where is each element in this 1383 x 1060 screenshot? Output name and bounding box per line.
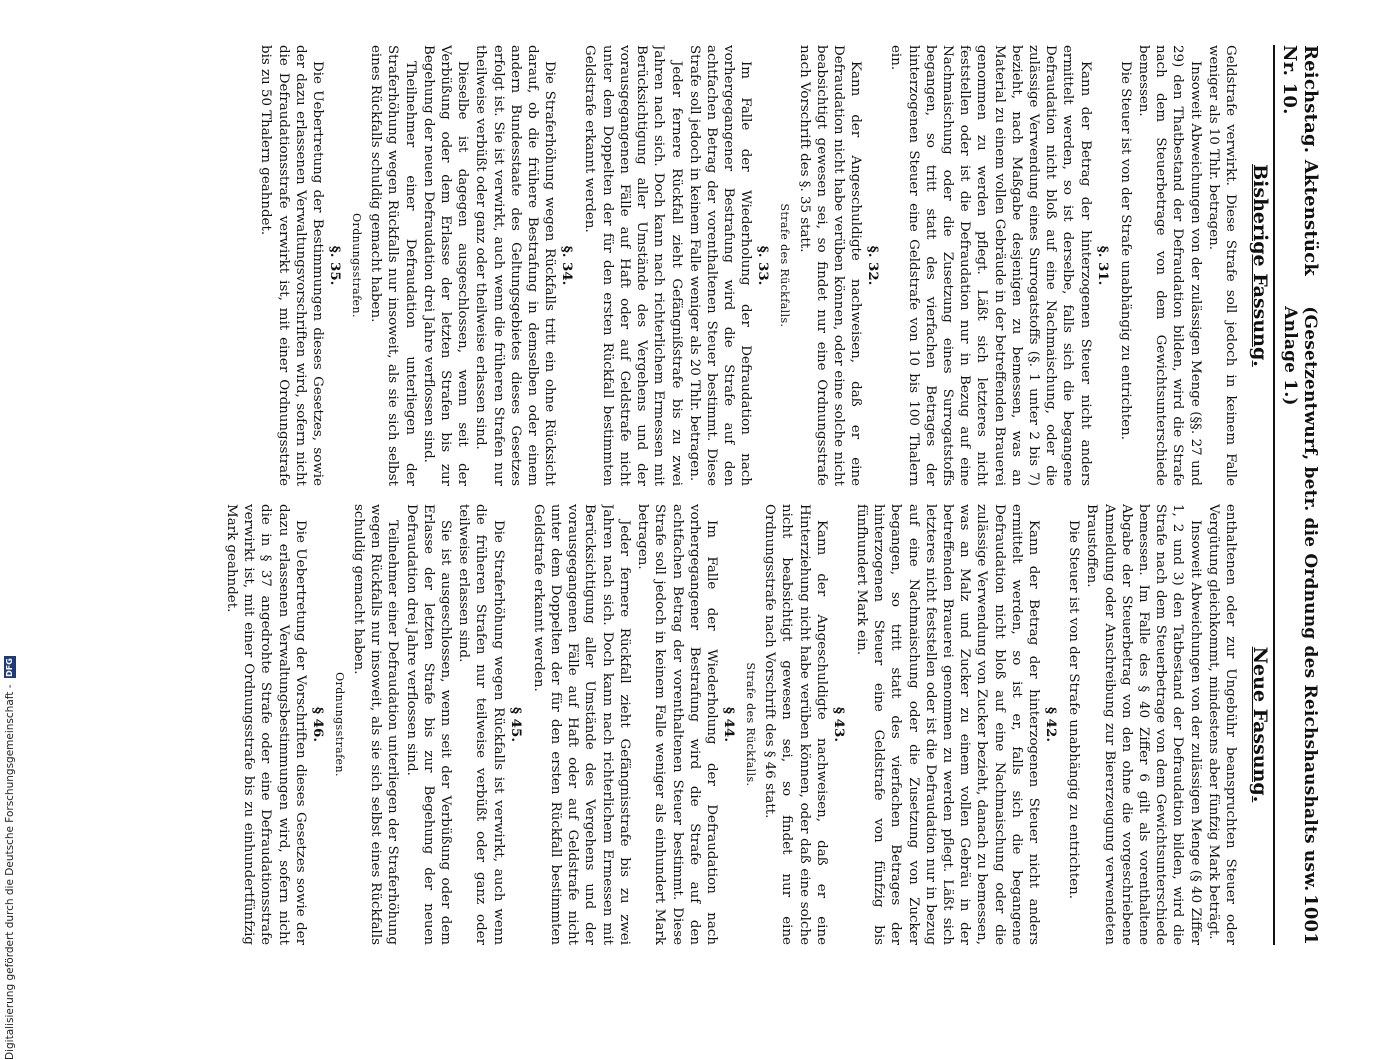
section-number: § 46.	[309, 707, 326, 742]
section-number: § 44.	[720, 707, 737, 742]
paragraph: Die Steuer ist von der Strafe unabhängig zu entrichten.	[1117, 61, 1133, 440]
funding-note-text: Digitalisierung gefördert durch die Deutsche Forschungsgemeinschaft -	[4, 684, 16, 1060]
digitization-note	[4, 135, 16, 1060]
column-heading-old: Bisherige Fassung.	[1249, 164, 1271, 367]
column-new-version	[71, 504, 1279, 945]
paragraph: enthaltenen oder zur Ungebühr beanspruchten Steuer oder Vergütung gleichkommt, mindestens aber fünfzig Mark beträgt.	[1205, 504, 1238, 945]
section-number: §. 35.	[327, 245, 344, 286]
section-number: §. 32.	[865, 245, 882, 286]
paragraph: Die Straferhöhung wegen Rückfalls tritt ein ohne Rücksicht darauf, ob die frühere Bestrafung in demselben oder einem andern Bundesstaate des Geltungsgebietes dieses Gesetzes erfolgt ist. Sie ist verwirkt, auch wenn die früheren Strafen nur theilweise verbüßt oder ganz oder theilweise erlassen sind.	[473, 45, 558, 486]
paragraph: Im Falle der Wiederholung der Defraudation nach vorhergegangener Bestrafung wird die Strafe auf den achtfachen Betrag der vorenthaltenen Steuer bestimmt. Diese Strafe soll jedoch in keinem Falle weniger als 20 Thlr. betragen.	[686, 45, 754, 486]
paragraph: Jeder fernere Rückfall zieht Gefängnißstrafe bis zu zwei Jahren nach sich. Doch kann nach richterlichem Ermessen mit Berücksichtigung aller Umstände des Vergehens und der vorausgegangenen Fälle auf Haft oder auf Geldstrafe nicht unter dem Doppelten der für den ersten Rückfall bestimmten Geldstrafe erkannt werden.	[582, 45, 684, 486]
subheading: Strafe des Rückfalls.	[743, 662, 757, 787]
paragraph: Die Uebertretung der Vorschriften dieses Gesetzes sowie der dazu erlassenen Verwaltungsbestimmungen wird, sofern nicht die in § 37 angedrohte Strafe oder eine Defraudationsstrafe verwirkt ist, mit einer Ordnungsstrafe bis zu einhundertfünfzig Mark geahndet.	[224, 504, 308, 945]
paragraph: Kann der Angeschuldigte nachweisen, daß er eine Defraudation nicht habe verüben können, oder eine solche nicht beabsichtigt gewesen sei, so findet nur eine Ordnungsstrafe nach Vorschrift des §. 35 statt.	[796, 45, 864, 486]
dfg-logo-icon: DFG	[5, 658, 14, 677]
paragraph: Dieselbe ist dagegen ausgeschlossen, wenn seit der Verbüßung oder dem Erlasse der letzten Strafen bis zur Begehung der neuen Defraudation drei Jahre verflossen sind.	[420, 45, 471, 486]
section-number: §. 34.	[559, 245, 576, 286]
section-number: §. 31.	[1094, 245, 1111, 286]
section-number: § 45.	[507, 707, 524, 742]
running-header	[1273, 45, 1321, 945]
paragraph: Jeder fernere Rückfall zieht Gefängnisstrafe bis zu zwei Jahren nach sich. Doch kann nach richterlichem Ermessen mit Berücksichtigung aller Umstände des Vergehens und der vorausgegangenen Fälle auf Haft oder auf Geldstrafe nicht unter dem Doppelten der für den ersten Rückfall bestimmten Geldstrafe erkannt werden.	[530, 504, 632, 945]
paragraph: Geldstrafe verwirkt. Diese Strafe soll jedoch in keinem Falle weniger als 10 Thlr. betragen.	[1205, 45, 1238, 486]
section-number: §. 33.	[755, 245, 772, 286]
subheading: Strafe des Rückfalls.	[778, 203, 792, 328]
paragraph: Teilnehmer einer Defraudation unterliegen der Straferhöhung wegen Rückfalls nur insoweit, als sie sich selbst eines Rückfalls schuldig gemacht haben.	[351, 504, 401, 945]
document-page	[71, 45, 1321, 945]
paragraph: Insoweit Abweichungen von der zulässigen Menge (§ 40 Ziffer 1, 2 und 3) den Tatbestand der Defraudation bilden, wird die Strafe nach dem Steuerbetrage von dem Gewichtsunterschiede bemessen. Im Falle des § 40 Ziffer 6 gilt als vorenthaltene Abgabe der Steuerbetrag von den ohne die vorgeschriebene Anmeldung oder Anschreibung zur Biererzeugung verwendeten Braustoffen.	[1084, 504, 1203, 945]
two-column-body	[71, 45, 1279, 945]
column-heading-new: Neue Fassung.	[1249, 646, 1271, 803]
paragraph: Sie ist ausgeschlossen, wenn seit der Verbüßung oder dem Erlasse der letzten Strafe bis zur Begehung der neuen Defraudation drei Jahre verflossen sind.	[403, 504, 454, 945]
paragraph: Kann der Betrag der hinterzogenen Steuer nicht anders ermittelt werden, so ist derselbe, falls sich die begangene Defraudation nicht bloß auf eine Nachmaischung, oder die zulässige Verwendung eines Surrogatstoffs (§. 1 unter 2 bis 7) bezieht, nach Maßgabe desjenigen zu bemessen, was an Material zu einem vollen Gebräude in der betreffenden Brauerei genommen zu werden pflegt. Läßt sich letzteres nicht feststellen oder ist die Defraudation nur in Bezug auf eine Nachmaischung oder die Zusetzung eines Surrogatstoffs begangen, so tritt statt des vierfachen Betrages der hinterzogenen Steuer eine Geldstrafe von 10 bis 100 Thalern ein.	[888, 45, 1093, 486]
paragraph: Die Steuer ist von der Strafe unabhängig zu entrichten.	[1066, 520, 1082, 899]
paragraph: Die Uebertretung der Bestimmungen dieses Gesetzes, sowie der dazu erlassenen Verwaltungsvorschriften wird, sofern nicht die Defraudationsstrafe verwirkt ist, mit einer Ordnungsstrafe bis zu 50 Thalern geahndet.	[258, 45, 326, 486]
section-number: § 43.	[830, 707, 847, 742]
page-number: 1001	[1300, 894, 1321, 945]
header-middle: (Gesetzentwurf, betr. die Ordnung des Reichshaushalts usw. Anlage 1.)	[1280, 306, 1320, 892]
header-left: Reichstag. Aktenstück Nr. 10.	[1279, 45, 1321, 276]
subheading: Ordnungsstrafen.	[332, 672, 346, 777]
paragraph: Theilnehmer einer Defraudation unterliegen der Straferhöhung wegen Rückfalls nur insoweit, als sie sich selbst eines Rückfalls schuldig gemacht haben.	[368, 45, 418, 486]
subheading: Ordnungsstrafen.	[350, 213, 364, 318]
paragraph: Kann der Betrag der hinterzogenen Steuer nicht anders ermittelt werden, so ist er, falls sich die begangene Defraudation nicht bloß auf eine Nachmaischung oder die zulässige Verwendung von Zucker bezieht, danach zu bemessen, was an Malz und Zucker zu einem vollen Gebräu in der betreffenden Brauerei genommen zu werden pflegt. Läßt sich letzteres nicht feststellen oder ist die Defraudation nur in bezug auf eine Nachmaischung oder die Zusetzung von Zucker begangen, so tritt statt des vierfachen Betrages der hinterzogenen Steuer eine Geldstrafe von fünfzig bis fünfhundert Mark ein.	[853, 504, 1041, 945]
section-number: § 42.	[1042, 707, 1059, 742]
paragraph: Die Straferhöhung wegen Rückfalls ist verwirkt, auch wenn die früheren Strafen nur teilweise verbüßt oder ganz oder teilweise erlassen sind.	[456, 504, 506, 945]
column-old-version	[71, 45, 1279, 486]
paragraph: Im Falle der Wiederholung der Defraudation nach vorhergegangener Bestrafung wird die Strafe auf den achtfachen Betrag der vorenthaltenen Steuer bestimmt. Diese Strafe soll jedoch in keinem Falle weniger als einhundert Mark betragen.	[635, 504, 719, 945]
paragraph: Insoweit Abweichungen von der zulässigen Menge (§§. 27 und 29) den Thatbestand der Defraudation bilden, wird die Strafe nach dem Steuerbetrage von dem Gewichtsunterschiede bemessen.	[1135, 45, 1203, 486]
paragraph: Kann der Angeschuldigte nachweisen, daß er eine Hinterziehung nicht habe verüben können, oder daß eine solche nicht beabsichtigt gewesen sei, so findet nur eine Ordnungsstrafe nach Vorschrift des § 46 statt.	[762, 504, 829, 945]
